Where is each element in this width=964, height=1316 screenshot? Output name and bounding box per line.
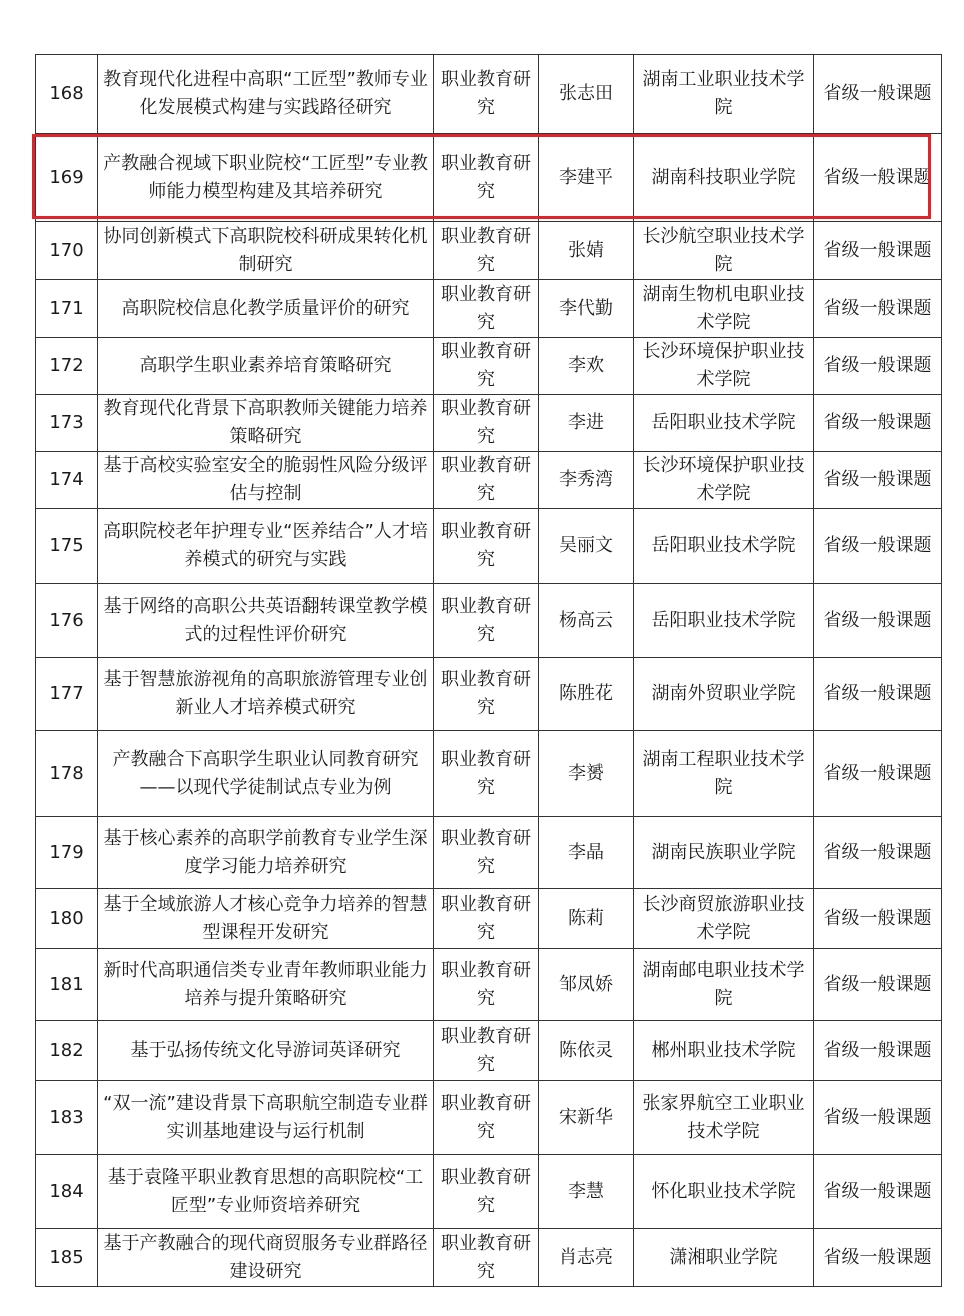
project-leader: 杨高云	[539, 584, 634, 658]
project-title: 产教融合下高职学生职业认同教育研究——以现代学徒制试点专业为例	[98, 731, 434, 817]
project-title: 基于网络的高职公共英语翻转课堂教学模式的过程性评价研究	[98, 584, 434, 658]
table-row	[36, 1021, 942, 1081]
row-number: 179	[36, 817, 98, 889]
project-title: 基于高校实验室安全的脆弱性风险分级评估与控制	[98, 452, 434, 509]
project-level: 省级一般课题	[814, 55, 942, 134]
project-category: 职业教育研究	[434, 1229, 539, 1287]
table-row	[36, 509, 942, 584]
row-number: 173	[36, 395, 98, 452]
project-category: 职业教育研究	[434, 338, 539, 395]
project-title: “双一流”建设背景下高职航空制造专业群实训基地建设与运行机制	[98, 1081, 434, 1155]
project-title: 基于产教融合的现代商贸服务专业群路径建设研究	[98, 1229, 434, 1287]
project-category: 职业教育研究	[434, 509, 539, 584]
project-title: 新时代高职通信类专业青年教师职业能力培养与提升策略研究	[98, 949, 434, 1021]
project-level: 省级一般课题	[814, 1021, 942, 1081]
project-leader: 李建平	[539, 134, 634, 222]
project-title: 高职院校信息化教学质量评价的研究	[98, 280, 434, 338]
project-school: 湖南邮电职业技术学院	[634, 949, 814, 1021]
project-school: 岳阳职业技术学院	[634, 509, 814, 584]
project-leader: 宋新华	[539, 1081, 634, 1155]
table-row	[36, 1081, 942, 1155]
project-school: 湖南生物机电职业技术学院	[634, 280, 814, 338]
project-category: 职业教育研究	[434, 1081, 539, 1155]
row-number: 181	[36, 949, 98, 1021]
project-school: 岳阳职业技术学院	[634, 395, 814, 452]
project-category: 职业教育研究	[434, 395, 539, 452]
row-number: 176	[36, 584, 98, 658]
project-leader: 张婧	[539, 222, 634, 280]
project-leader: 吴丽文	[539, 509, 634, 584]
project-title: 产教融合视域下职业院校“工匠型”专业教师能力模型构建及其培养研究	[98, 134, 434, 222]
project-school: 潇湘职业学院	[634, 1229, 814, 1287]
project-title: 基于弘扬传统文化导游词英译研究	[98, 1021, 434, 1081]
row-number: 175	[36, 509, 98, 584]
project-level: 省级一般课题	[814, 222, 942, 280]
row-number: 169	[36, 134, 98, 222]
project-category: 职业教育研究	[434, 452, 539, 509]
row-number: 168	[36, 55, 98, 134]
project-leader: 陈莉	[539, 889, 634, 949]
project-school: 怀化职业技术学院	[634, 1155, 814, 1229]
project-title: 基于全域旅游人才核心竞争力培养的智慧型课程开发研究	[98, 889, 434, 949]
project-leader: 陈胜花	[539, 658, 634, 731]
project-school: 张家界航空工业职业技术学院	[634, 1081, 814, 1155]
table-row	[36, 817, 942, 889]
project-level: 省级一般课题	[814, 949, 942, 1021]
project-title: 教育现代化背景下高职教师关键能力培养策略研究	[98, 395, 434, 452]
project-category: 职业教育研究	[434, 949, 539, 1021]
project-leader: 李进	[539, 395, 634, 452]
project-school: 郴州职业技术学院	[634, 1021, 814, 1081]
row-number: 174	[36, 452, 98, 509]
table-row	[36, 731, 942, 817]
project-level: 省级一般课题	[814, 338, 942, 395]
project-title: 教育现代化进程中高职“工匠型”教师专业化发展模式构建与实践路径研究	[98, 55, 434, 134]
project-school: 湖南科技职业学院	[634, 134, 814, 222]
row-number: 183	[36, 1081, 98, 1155]
table-row	[36, 55, 942, 134]
project-title: 基于智慧旅游视角的高职旅游管理专业创新业人才培养模式研究	[98, 658, 434, 731]
project-category: 职业教育研究	[434, 817, 539, 889]
project-leader: 李欢	[539, 338, 634, 395]
project-school: 岳阳职业技术学院	[634, 584, 814, 658]
project-title: 高职院校老年护理专业“医养结合”人才培养模式的研究与实践	[98, 509, 434, 584]
row-number: 177	[36, 658, 98, 731]
project-level: 省级一般课题	[814, 280, 942, 338]
project-leader: 陈依灵	[539, 1021, 634, 1081]
row-number: 185	[36, 1229, 98, 1287]
project-title: 基于核心素养的高职学前教育专业学生深度学习能力培养研究	[98, 817, 434, 889]
project-level: 省级一般课题	[814, 817, 942, 889]
project-leader: 肖志亮	[539, 1229, 634, 1287]
project-title: 基于袁隆平职业教育思想的高职院校“工匠型”专业师资培养研究	[98, 1155, 434, 1229]
project-school: 湖南工业职业技术学院	[634, 55, 814, 134]
project-category: 职业教育研究	[434, 1021, 539, 1081]
project-school: 长沙航空职业技术学院	[634, 222, 814, 280]
project-leader: 李代勤	[539, 280, 634, 338]
table-row	[36, 222, 942, 280]
project-level: 省级一般课题	[814, 452, 942, 509]
project-leader: 李慧	[539, 1155, 634, 1229]
project-level: 省级一般课题	[814, 889, 942, 949]
project-title: 协同创新模式下高职院校科研成果转化机制研究	[98, 222, 434, 280]
project-category: 职业教育研究	[434, 222, 539, 280]
project-category: 职业教育研究	[434, 889, 539, 949]
project-category: 职业教育研究	[434, 55, 539, 134]
table-row	[36, 452, 942, 509]
table-row	[36, 949, 942, 1021]
project-level: 省级一般课题	[814, 395, 942, 452]
table-row	[36, 338, 942, 395]
row-number: 182	[36, 1021, 98, 1081]
project-leader: 张志田	[539, 55, 634, 134]
row-number: 180	[36, 889, 98, 949]
project-category: 职业教育研究	[434, 731, 539, 817]
table-row	[36, 1229, 942, 1287]
project-level: 省级一般课题	[814, 731, 942, 817]
table-row	[36, 280, 942, 338]
project-level: 省级一般课题	[814, 1081, 942, 1155]
project-level: 省级一般课题	[814, 134, 942, 222]
project-category: 职业教育研究	[434, 280, 539, 338]
project-category: 职业教育研究	[434, 134, 539, 222]
project-category: 职业教育研究	[434, 584, 539, 658]
project-level: 省级一般课题	[814, 1155, 942, 1229]
project-leader: 李秀湾	[539, 452, 634, 509]
project-school: 湖南工程职业技术学院	[634, 731, 814, 817]
project-level: 省级一般课题	[814, 658, 942, 731]
table-row	[36, 1155, 942, 1229]
table-row	[36, 584, 942, 658]
table-row	[36, 658, 942, 731]
project-level: 省级一般课题	[814, 509, 942, 584]
project-leader: 邹凤娇	[539, 949, 634, 1021]
project-school: 长沙环境保护职业技术学院	[634, 338, 814, 395]
project-level: 省级一般课题	[814, 1229, 942, 1287]
project-category: 职业教育研究	[434, 658, 539, 731]
project-school: 长沙环境保护职业技术学院	[634, 452, 814, 509]
project-school: 湖南民族职业学院	[634, 817, 814, 889]
table-row-highlighted	[36, 134, 942, 222]
project-level: 省级一般课题	[814, 584, 942, 658]
table-row	[36, 889, 942, 949]
project-leader: 李晶	[539, 817, 634, 889]
project-school: 湖南外贸职业学院	[634, 658, 814, 731]
project-category: 职业教育研究	[434, 1155, 539, 1229]
row-number: 184	[36, 1155, 98, 1229]
table-row	[36, 395, 942, 452]
row-number: 170	[36, 222, 98, 280]
project-school: 长沙商贸旅游职业技术学院	[634, 889, 814, 949]
row-number: 171	[36, 280, 98, 338]
row-number: 172	[36, 338, 98, 395]
project-leader: 李赟	[539, 731, 634, 817]
project-title: 高职学生职业素养培育策略研究	[98, 338, 434, 395]
row-number: 178	[36, 731, 98, 817]
project-table	[35, 54, 942, 1287]
